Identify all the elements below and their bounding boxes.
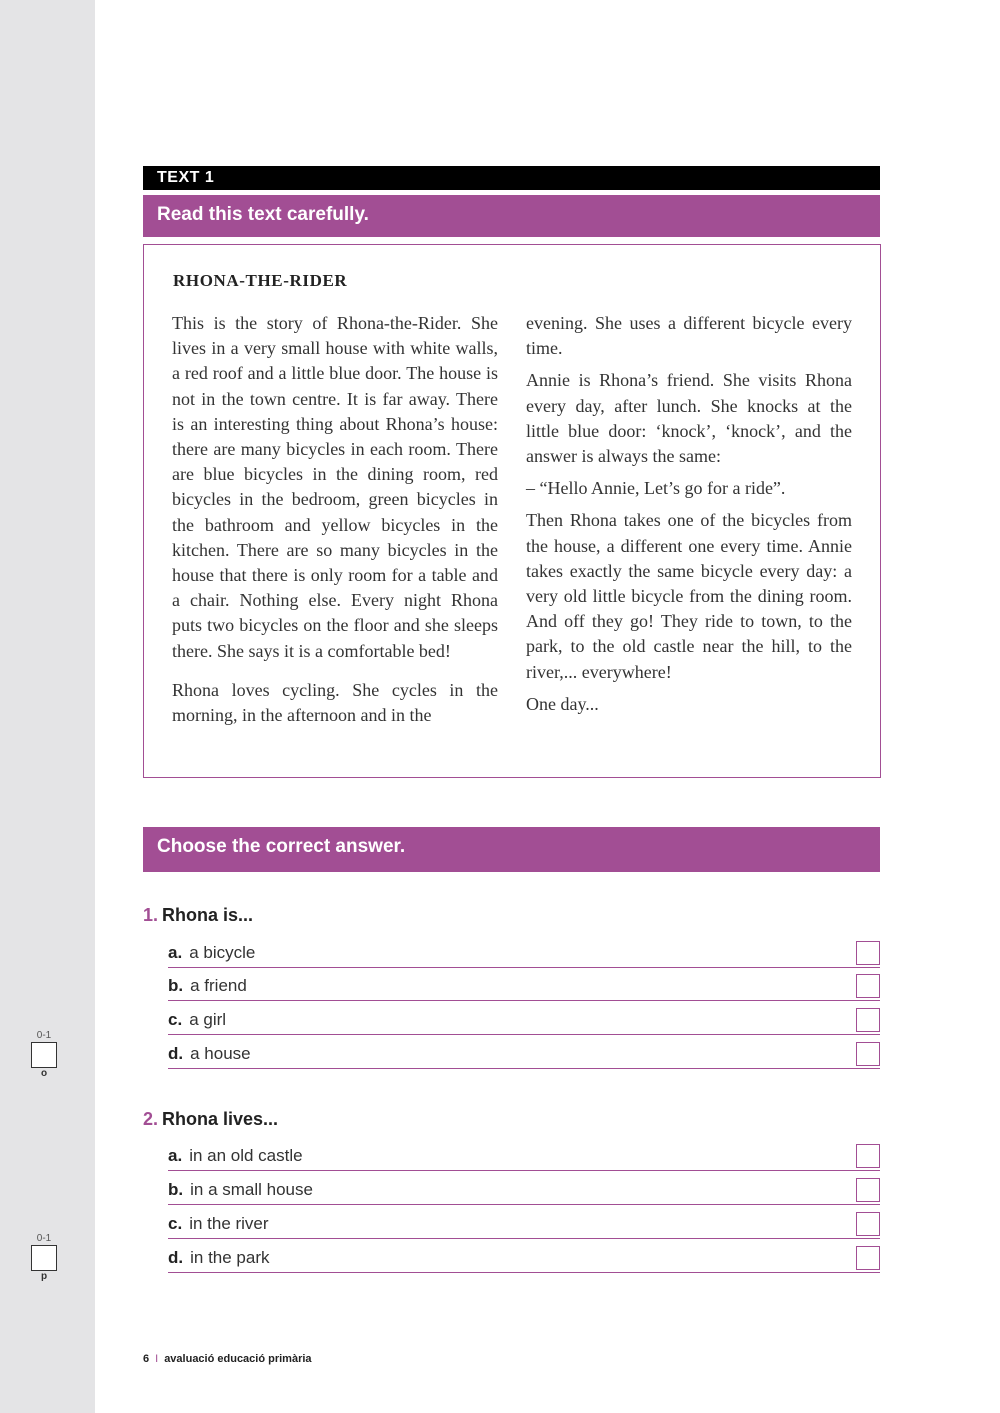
- q1-option-d[interactable]: [168, 1044, 880, 1069]
- option-letter: b.: [168, 1180, 184, 1199]
- question-1: [143, 905, 880, 926]
- question-number: 2.: [143, 1109, 159, 1129]
- footer-title: avaluació educació primària: [164, 1353, 312, 1365]
- score-input-box[interactable]: [31, 1245, 57, 1271]
- score-input-box[interactable]: [31, 1042, 57, 1068]
- option-letter: d.: [168, 1248, 184, 1267]
- answer-checkbox[interactable]: [856, 1144, 880, 1168]
- option-letter: c.: [168, 1214, 183, 1233]
- score-box-q2: [31, 1233, 57, 1283]
- option-text: in the park: [190, 1248, 270, 1267]
- option-text: a bicycle: [189, 943, 256, 962]
- answer-checkbox[interactable]: [856, 1008, 880, 1032]
- option-letter: c.: [168, 1010, 183, 1029]
- answer-checkbox[interactable]: [856, 1212, 880, 1236]
- answer-checkbox[interactable]: [856, 974, 880, 998]
- score-code: p: [40, 1271, 48, 1282]
- option-text: in the river: [189, 1214, 269, 1233]
- story-paragraph: Annie is Rhona’s friend. She visits Rhona every day, after lunch. She knocks at the little blue door: ‘knock’, ‘knock’, and the answer is always the same:: [526, 370, 852, 467]
- q2-option-b[interactable]: [168, 1180, 880, 1205]
- story-paragraph: – “Hello Annie, Let’s go for a ride”.: [526, 478, 786, 499]
- answer-checkbox[interactable]: [856, 1178, 880, 1202]
- story-paragraph: This is the story of Rhona-the-Rider. She lives in a very small house with white walls, a red roof and a little blue door. The house is not in the town centre. It is far away. There is an interesting thing about Rhona’s house: there are many bicycles in each room. There are blue bicycles in the dining room, red bicycles in the bedroom, green bicycles in the bathroom and yellow bicycles in the kitchen. There are so many bicycles in the house that there is only room for a table and a chair. Nothing else. Every night Rhona puts two bicycles on the floor and she sleeps there. She says it is a comfortable bed!: [172, 313, 498, 661]
- story-paragraph: Then Rhona takes one of the bicycles from the house, a different one every time. Annie takes exactly the same bicycle every day: a very old little bicycle from the dining room. And off they go! They ride to town, to the park, to the old castle near the hill, to the river,... everywhere!: [526, 510, 852, 682]
- answer-checkbox[interactable]: [856, 1042, 880, 1066]
- margin-strip: [0, 0, 95, 1413]
- q2-option-c[interactable]: [168, 1214, 880, 1239]
- option-text: in a small house: [190, 1180, 313, 1199]
- q1-option-a[interactable]: [168, 943, 880, 968]
- story-title: RHONA-THE-RIDER: [173, 271, 348, 290]
- score-box-q1: [31, 1030, 57, 1080]
- question-text: Rhona is...: [162, 905, 254, 925]
- q1-option-b[interactable]: [168, 976, 880, 1001]
- option-text: a girl: [189, 1010, 227, 1029]
- question-number: 1.: [143, 905, 159, 925]
- score-range: 0-1: [36, 1030, 52, 1041]
- q1-option-c[interactable]: [168, 1010, 880, 1035]
- score-code: o: [40, 1068, 48, 1079]
- q2-option-a[interactable]: [168, 1146, 880, 1171]
- option-letter: a.: [168, 1146, 183, 1165]
- answer-checkbox[interactable]: [856, 941, 880, 965]
- q2-option-d[interactable]: [168, 1248, 880, 1273]
- score-range: 0-1: [36, 1233, 52, 1244]
- quiz-instruction-bar: Choose the correct answer.: [143, 827, 880, 872]
- question-2: [143, 1109, 880, 1130]
- story-column-left: [172, 311, 498, 735]
- option-text: a house: [190, 1044, 251, 1063]
- story-paragraph: Rhona loves cycling. She cycles in the morning, in the afternoon and in the: [172, 679, 498, 726]
- option-letter: b.: [168, 976, 184, 995]
- reading-text-box: [143, 244, 881, 778]
- text-label-bar: TEXT 1: [143, 166, 880, 190]
- answer-checkbox[interactable]: [856, 1246, 880, 1270]
- footer-separator: I: [155, 1353, 159, 1365]
- option-letter: a.: [168, 943, 183, 962]
- story-paragraph: One day...: [526, 693, 599, 714]
- story-column-right: [526, 311, 852, 724]
- option-text: in an old castle: [189, 1146, 303, 1165]
- reading-instruction-bar: Read this text carefully.: [143, 195, 880, 237]
- story-paragraph: evening. She uses a different bicycle every time.: [526, 313, 852, 359]
- page-footer: [143, 1353, 312, 1365]
- option-letter: d.: [168, 1044, 184, 1063]
- question-text: Rhona lives...: [162, 1109, 279, 1129]
- option-text: a friend: [190, 976, 247, 995]
- page-number: 6: [143, 1353, 150, 1365]
